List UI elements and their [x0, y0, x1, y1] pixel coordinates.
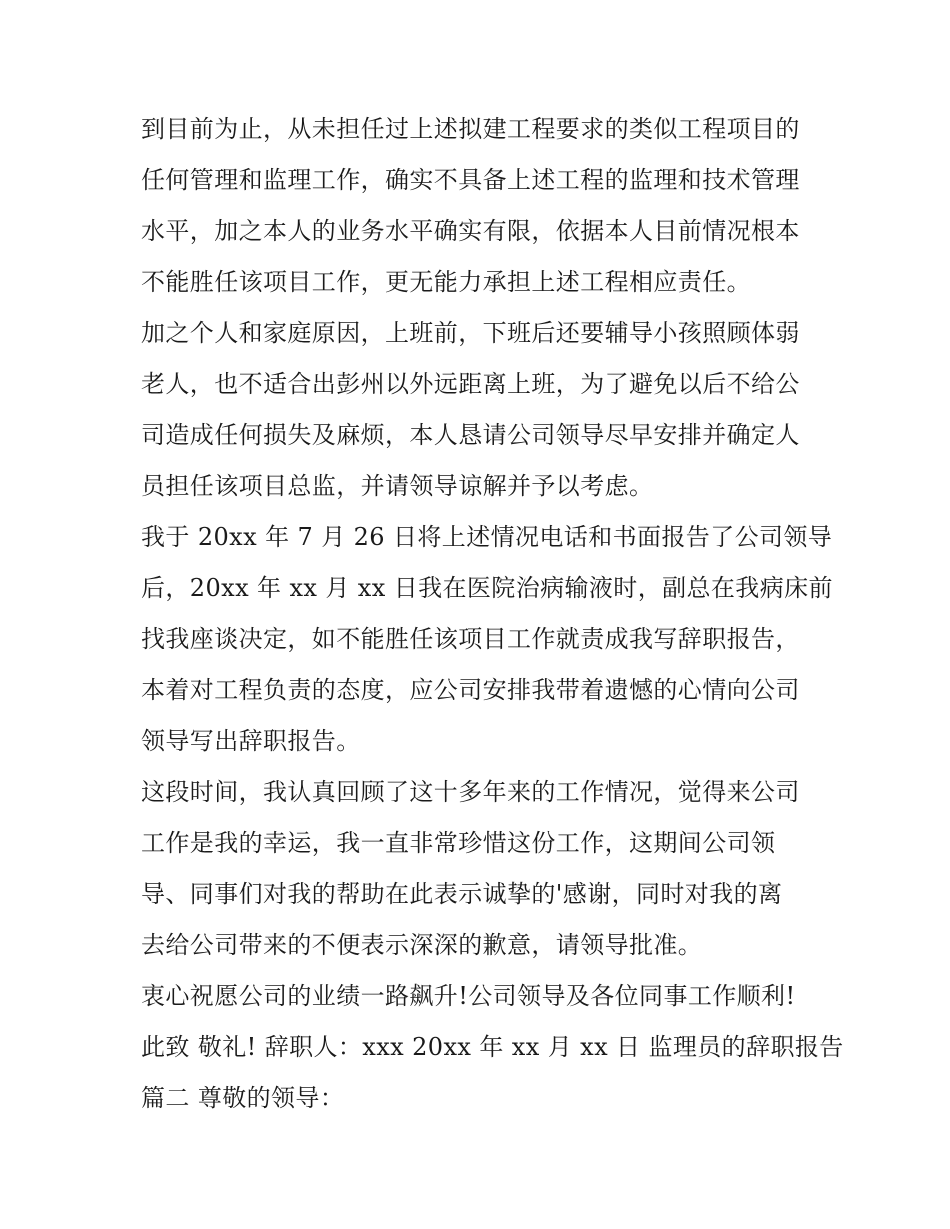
text-line-3: 水平，加之本人的业务水平确实有限，依据本人目前情况根本 — [141, 217, 800, 245]
text-line-14: 这段时间，我认真回顾了这十多年来的工作情况，觉得来公司 — [141, 778, 800, 806]
text-line-7: 司造成任何损失及麻烦，本人恳请公司领导尽早安排并确定人 — [141, 421, 800, 449]
text-line-11: 找我座谈决定，如不能胜任该项目工作就责成我写辞职报告， — [141, 625, 800, 653]
text-line-16: 导、同事们对我的帮助在此表示诚挚的'感谢，同时对我的离 — [141, 880, 783, 908]
document-body — [141, 104, 844, 1124]
text-line-8: 员担任该项目总监，并请领导谅解并予以考虑。 — [141, 472, 654, 500]
text-line-10: 后，20xx 年 xx 月 xx 日我在医院治病输液时，副总在我病床前 — [141, 574, 833, 602]
text-line-15: 工作是我的幸运，我一直非常珍惜这份工作，这期间公司领 — [141, 829, 776, 857]
text-line-18: 衷心祝愿公司的业绩一路飙升!公司领导及各位同事工作顺利! — [141, 982, 796, 1010]
text-line-20: 篇二 尊敬的领导： — [141, 1084, 345, 1112]
text-line-4: 不能胜任该项目工作，更无能力承担上述工程相应责任。 — [141, 268, 751, 296]
text-line-2: 任何管理和监理工作，确实不具备上述工程的监理和技术管理 — [141, 166, 800, 194]
text-line-9: 我于 20xx 年 7 月 26 日将上述情况电话和书面报告了公司领导 — [141, 523, 833, 551]
text-line-17: 去给公司带来的不便表示深深的歉意，请领导批准。 — [141, 931, 703, 959]
text-line-19: 此致 敬礼! 辞职人：xxx 20xx 年 xx 月 xx 日 监理员的辞职报告 — [141, 1033, 844, 1061]
text-line-12: 本着对工程负责的态度，应公司安排我带着遗憾的心情向公司 — [141, 676, 800, 704]
text-line-5: 加之个人和家庭原因，上班前，下班后还要辅导小孩照顾体弱 — [141, 319, 800, 347]
text-line-13: 领导写出辞职报告。 — [141, 727, 361, 755]
text-line-1: 到目前为止，从未担任过上述拟建工程要求的类似工程项目的 — [141, 115, 800, 143]
text-line-6: 老人，也不适合出彭州以外远距离上班，为了避免以后不给公 — [141, 370, 800, 398]
